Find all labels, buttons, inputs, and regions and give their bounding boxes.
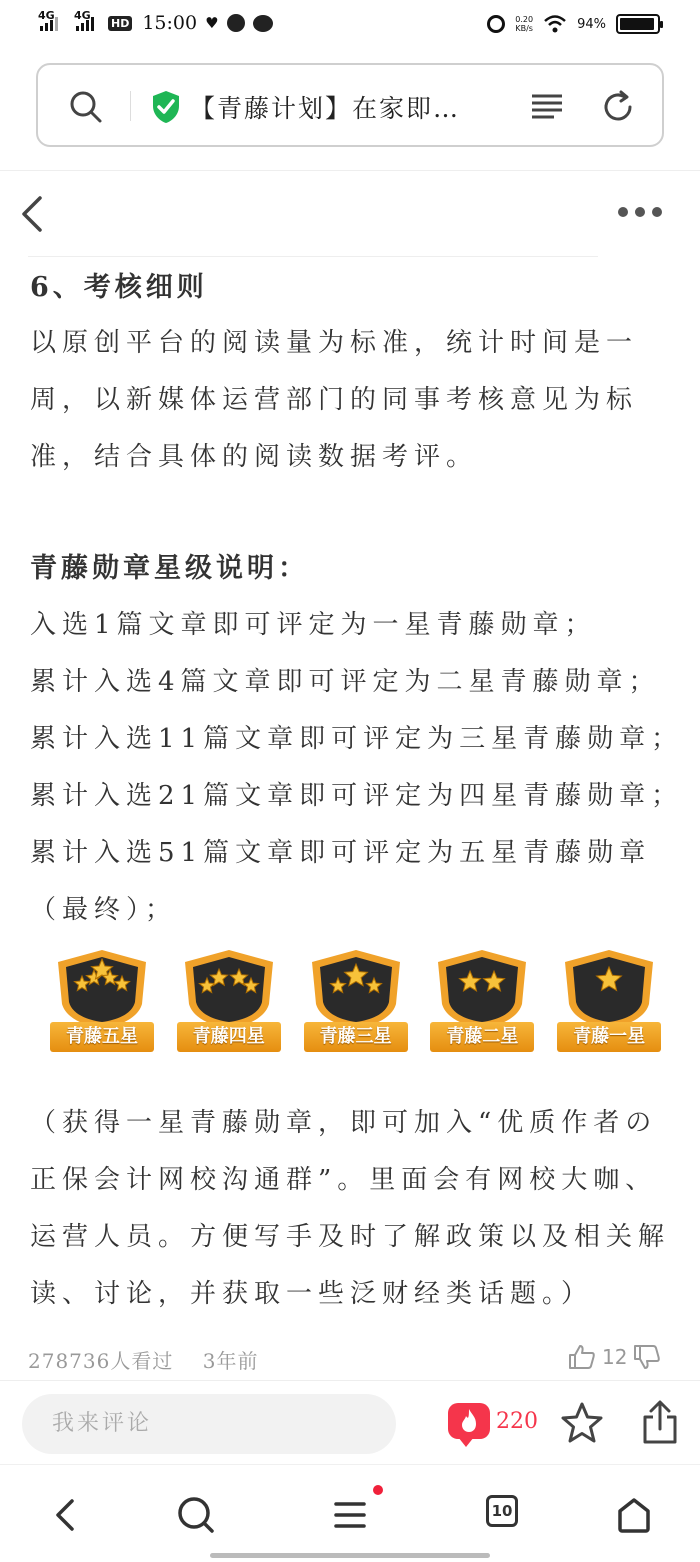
comment-bar xyxy=(0,1380,700,1462)
reload-icon[interactable] xyxy=(600,89,636,125)
article-meta xyxy=(28,1345,258,1374)
hd-voice-icon: HD xyxy=(108,16,132,31)
badge-label: 青藤一星 xyxy=(557,1022,661,1052)
vote-controls xyxy=(568,1344,661,1370)
nav-menu-icon[interactable] xyxy=(330,1495,370,1535)
medal-badge xyxy=(304,948,407,1056)
paragraph-line: 正保会计网校沟通群”。里面会有网校大咖、 xyxy=(30,1165,658,1195)
publish-time: 3年前 xyxy=(202,1349,259,1373)
flame-icon xyxy=(448,1403,490,1439)
favorite-star-icon[interactable] xyxy=(560,1401,604,1445)
notification-dot xyxy=(373,1485,383,1495)
cellular-signal-icon: 4G xyxy=(76,15,94,31)
battery-percent: 94% xyxy=(577,16,606,32)
heart-icon: ♥ xyxy=(205,14,219,32)
paragraph-line: 周，以新媒体运营部门的同事考核意见为标 xyxy=(30,385,639,415)
divider xyxy=(28,256,598,257)
wifi-icon xyxy=(543,14,567,34)
reader-menu-icon[interactable] xyxy=(530,91,564,123)
divider xyxy=(130,91,131,121)
shield-icon xyxy=(50,948,154,1028)
paragraph-line: 累计入选21篇文章即可评定为四星青藤勋章； xyxy=(30,781,684,811)
nav-home-icon[interactable] xyxy=(614,1495,654,1535)
like-count: 12 xyxy=(602,1345,628,1369)
page-title[interactable]: 【青藤计划】在家即… xyxy=(190,94,461,123)
divider xyxy=(0,170,700,171)
network-speed: 0.20 KB/s xyxy=(515,15,534,33)
bottom-navigation xyxy=(0,1464,700,1562)
medal-badge xyxy=(430,948,533,1056)
badge-label: 青藤四星 xyxy=(177,1022,281,1052)
medal-badge xyxy=(50,948,153,1056)
paragraph-line: 入选1篇文章即可评定为一星青藤勋章； xyxy=(30,610,597,640)
hot-comments-button[interactable] xyxy=(448,1403,538,1439)
medal-badges xyxy=(50,948,660,1060)
paragraph-line: 以原创平台的阅读量为标准，统计时间是一 xyxy=(30,328,639,358)
paragraph-line: （最终）； xyxy=(30,895,178,925)
comment-input[interactable]: 我来评论 xyxy=(22,1394,396,1454)
search-icon[interactable] xyxy=(68,89,104,125)
medal-badge xyxy=(177,948,280,1056)
shield-icon xyxy=(177,948,281,1028)
paragraph-line: 累计入选51篇文章即可评定为五星青藤勋章 xyxy=(30,838,652,868)
secure-shield-icon xyxy=(150,89,182,125)
battery-icon xyxy=(616,14,660,34)
comment-count: 220 xyxy=(496,1408,538,1434)
paragraph-line: 累计入选11篇文章即可评定为三星青藤勋章； xyxy=(30,724,684,754)
badge-label: 青藤二星 xyxy=(430,1022,534,1052)
address-bar[interactable] xyxy=(36,63,664,147)
paragraph-line: （获得一星青藤勋章，即可加入“优质作者の xyxy=(30,1108,658,1138)
app-notification-icon xyxy=(227,14,245,32)
alarm-icon xyxy=(487,15,505,33)
view-count: 278736人看过 xyxy=(28,1349,174,1373)
nav-search-icon[interactable] xyxy=(176,1495,216,1535)
more-options-button[interactable] xyxy=(618,204,670,220)
clock: 15:00 xyxy=(142,12,198,34)
badge-label: 青藤三星 xyxy=(304,1022,408,1052)
badge-label: 青藤五星 xyxy=(50,1022,154,1052)
paragraph-line: 累计入选4篇文章即可评定为二星青藤勋章； xyxy=(30,667,661,697)
section-heading: 6、考核细则 xyxy=(30,272,208,303)
home-indicator xyxy=(210,1553,490,1558)
share-icon[interactable] xyxy=(640,1399,680,1445)
back-button[interactable] xyxy=(18,194,48,234)
thumbs-up-icon[interactable] xyxy=(568,1344,596,1370)
shield-icon xyxy=(557,948,661,1028)
shield-icon xyxy=(304,948,408,1028)
medal-heading: 青藤勋章星级说明： xyxy=(30,553,309,584)
medal-badge xyxy=(557,948,660,1056)
tabs-button[interactable]: 10 xyxy=(486,1495,518,1527)
paragraph-line: 准，结合具体的阅读数据考评。 xyxy=(30,442,479,472)
chat-bubble-icon xyxy=(253,15,273,32)
thumbs-down-icon[interactable] xyxy=(633,1344,661,1370)
paragraph-line: 读、讨论，并获取一些泛财经类话题。） xyxy=(30,1279,594,1309)
status-bar xyxy=(0,0,700,52)
nav-back-icon[interactable] xyxy=(46,1495,86,1535)
cellular-signal-icon: 4G xyxy=(40,15,58,31)
shield-icon xyxy=(430,948,534,1028)
paragraph-line: 运营人员。方便写手及时了解政策以及相关解 xyxy=(30,1222,671,1252)
